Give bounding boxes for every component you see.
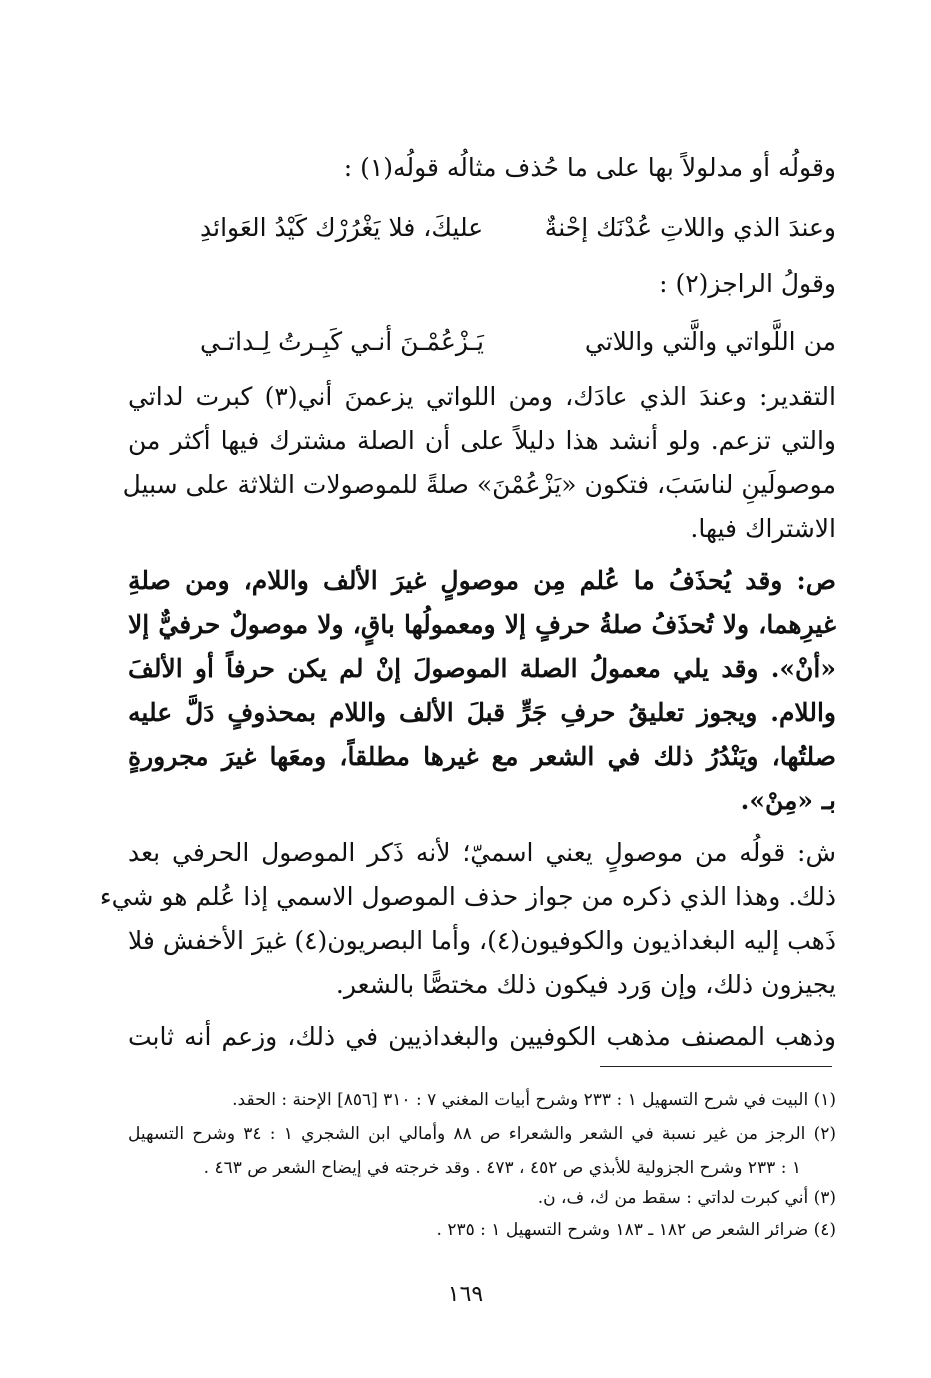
verse-hemistich-right: وعندَ الذي واللاتِ عُدْنَك إحْنةٌ [544, 213, 836, 242]
text-line: موصولَينِ لناسَبَ، فتكون «يَزْعُمْنَ» صلةً للموصولات الثلاثة على سبيل [122, 470, 836, 499]
text-line-sharh: ذَهب إليه البغداذيون والكوفيون(٤)، وأما البصريون(٤) غيرَ الأخفش فلا [128, 926, 836, 955]
footnote: (٢) الرجز من غير نسبة في الشعر والشعراء ص ٨٨ وأمالي ابن الشجري ١ : ٣٤ وشرح التسهيل [128, 1124, 837, 1144]
verse-hemistich-right: من اللَّواتي والَّتي واللاتي [584, 327, 836, 356]
text-line-sadr: ص: وقد يُحذَفُ ما عُلم مِن موصولٍ غيرَ الألف واللام، ومن صلةِ [128, 566, 836, 595]
text-line-sadr: صلتُها، ويَنْدُرُ ذلك في الشعر مع غيرها مطلقاً، ومعَها غيرَ مجرورةٍ [128, 742, 836, 771]
text-line-sharh: وذهب المصنف مذهب الكوفيين والبغداذيين في ذلك، وزعم أنه ثابت [128, 1022, 836, 1051]
text-line-sharh: يجيزون ذلك، وإن وَرد فيكون ذلك مختصًّا بالشعر. [335, 970, 836, 999]
text-line-sadr: بـ «مِنْ». [740, 786, 836, 815]
footnote-divider [600, 1066, 832, 1067]
verse-hemistich-left: عليكَ، فلا يَغْرُرْك كَيْدُ العَوائدِ [200, 213, 484, 242]
text-line: الاشتراك فيها. [690, 514, 836, 543]
text-line: وقولُ الراجز(٢) : [659, 269, 836, 298]
text-line-sharh: ذلك. وهذا الذي ذكره من جواز حذف الموصول الاسمي إذا عُلم هو شيء [99, 882, 836, 911]
text-line: التقدير: وعندَ الذي عادَك، ومن اللواتي يزعمنَ أني(٣) كبرت لداتي [128, 382, 836, 411]
text-line: وقولُه أو مدلولاً بها على ما حُذف مثالُه قولُه(١) : [343, 153, 836, 182]
footnote-continuation: ١ : ٢٣٣ وشرح الجزولية للأبذي ص ٤٥٢ ، ٤٧٣ . وقد خرجته في إيضاح الشعر ص ٤٦٣ . [203, 1158, 801, 1178]
footnote: (١) البيت في شرح التسهيل ١ : ٢٣٣ وشرح أبيات المغني ٧ : ٣١٠ [٨٥٦] الإحنة : الحقد. [232, 1090, 836, 1110]
text-line-sadr: غيرِهما، ولا تُحذَفُ صلةُ حرفٍ إلا ومعمولُها باقٍ، ولا موصولٌ حرفيٌّ إلا [128, 610, 836, 639]
text-line: والتي تزعم. ولو أنشد هذا دليلاً على أن الصلة مشترك فيها أكثر من [128, 426, 836, 455]
page-number: ١٦٩ [447, 1282, 484, 1307]
footnote: (٣) أني كبرت لداتي : سقط من ك، ف، ن. [537, 1188, 836, 1208]
footnote: (٤) ضرائر الشعر ص ١٨٢ ـ ١٨٣ وشرح التسهيل ١ : ٢٣٥ . [436, 1220, 836, 1240]
verse-hemistich-left: يَـزْعُمْـنَ أنـي كَبِـرتُ لِـداتـي [200, 327, 484, 356]
text-line-sadr: واللام. ويجوز تعليقُ حرفِ جَرٍّ قبلَ الألف واللام بمحذوفٍ دَلَّ عليه [128, 698, 836, 727]
text-line-sadr: «أنْ». وقد يلي معمولُ الصلة الموصولَ إنْ لم يكن حرفاً أو الألفَ [128, 654, 836, 683]
text-line-sharh: ش: قولُه من موصولٍ يعني اسميّ؛ لأنه ذَكر الموصول الحرفي بعد [128, 838, 836, 867]
